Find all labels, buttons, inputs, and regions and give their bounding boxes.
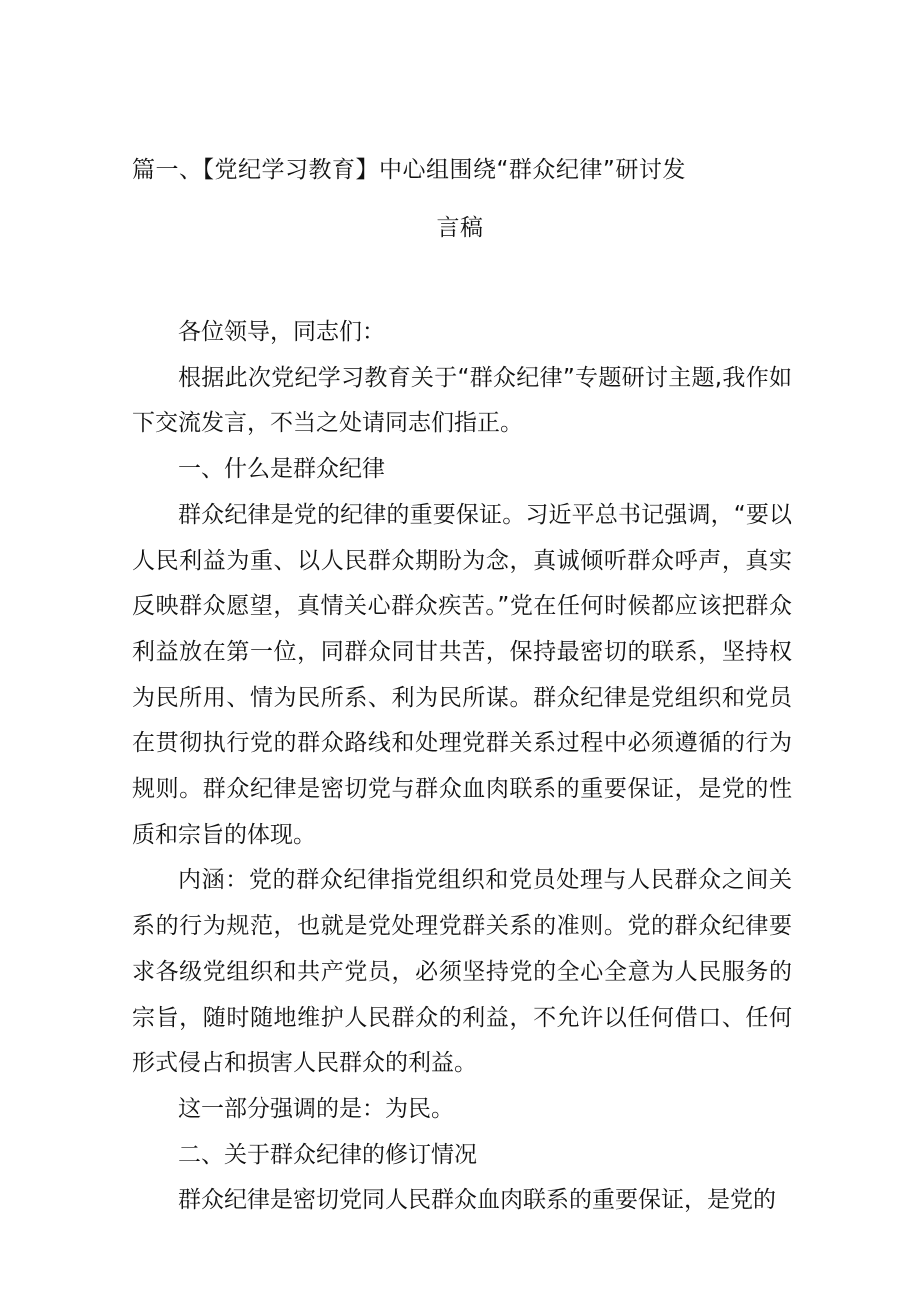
- document-body: [132, 310, 792, 1224]
- document-title-line-1: 篇一、【党纪学习教育】中心组围绕“群众纪律”研讨发: [132, 157, 686, 183]
- intro-paragraph: 根据此次党纪学习教育关于“群众纪律”专题研讨主题,我作如下交流发言，不当之处请同志们指正。: [132, 364, 792, 437]
- salutation: 各位领导，同志们：: [178, 319, 385, 345]
- body-paragraph: 群众纪律是党的纪律的重要保证。习近平总书记强调，“要以人民利益为重、以人民群众期盼为念，真诚倾听群众呼声，真实反映群众愿望，真情关心群众疾苦。”党在任何时候都应该把群众利益放在第一位，同群众同甘共苦，保持最密切的联系，坚持权为民所用、情为民所系、利为民所谋。群众纪律是党组织和党员在贯彻执行党的群众路线和处理党群关系过程中必须遵循的行为规则。群众纪律是密切党与群众血肉联系的重要保证，是党的性质和宗旨的体现。: [132, 501, 792, 848]
- body-paragraph: 内涵：党的群众纪律指党组织和党员处理与人民群众之间关系的行为规范，也就是党处理党群关系的准则。党的群众纪律要求各级党组织和共产党员，必须坚持党的全心全意为人民服务的宗旨，随时随地维护人民群众的利益，不允许以任何借口、任何形式侵占和损害人民群众的利益。: [132, 867, 792, 1077]
- section-heading-1: 一、什么是群众纪律: [178, 456, 385, 483]
- section-heading-2: 二、关于群众纪律的修订情况: [178, 1141, 477, 1168]
- body-paragraph: 群众纪律是密切党同人民群众血肉联系的重要保证，是党的: [178, 1187, 776, 1214]
- document-title-line-2: 言稿: [436, 215, 484, 241]
- body-paragraph: 这一部分强调的是：为民。: [178, 1095, 454, 1122]
